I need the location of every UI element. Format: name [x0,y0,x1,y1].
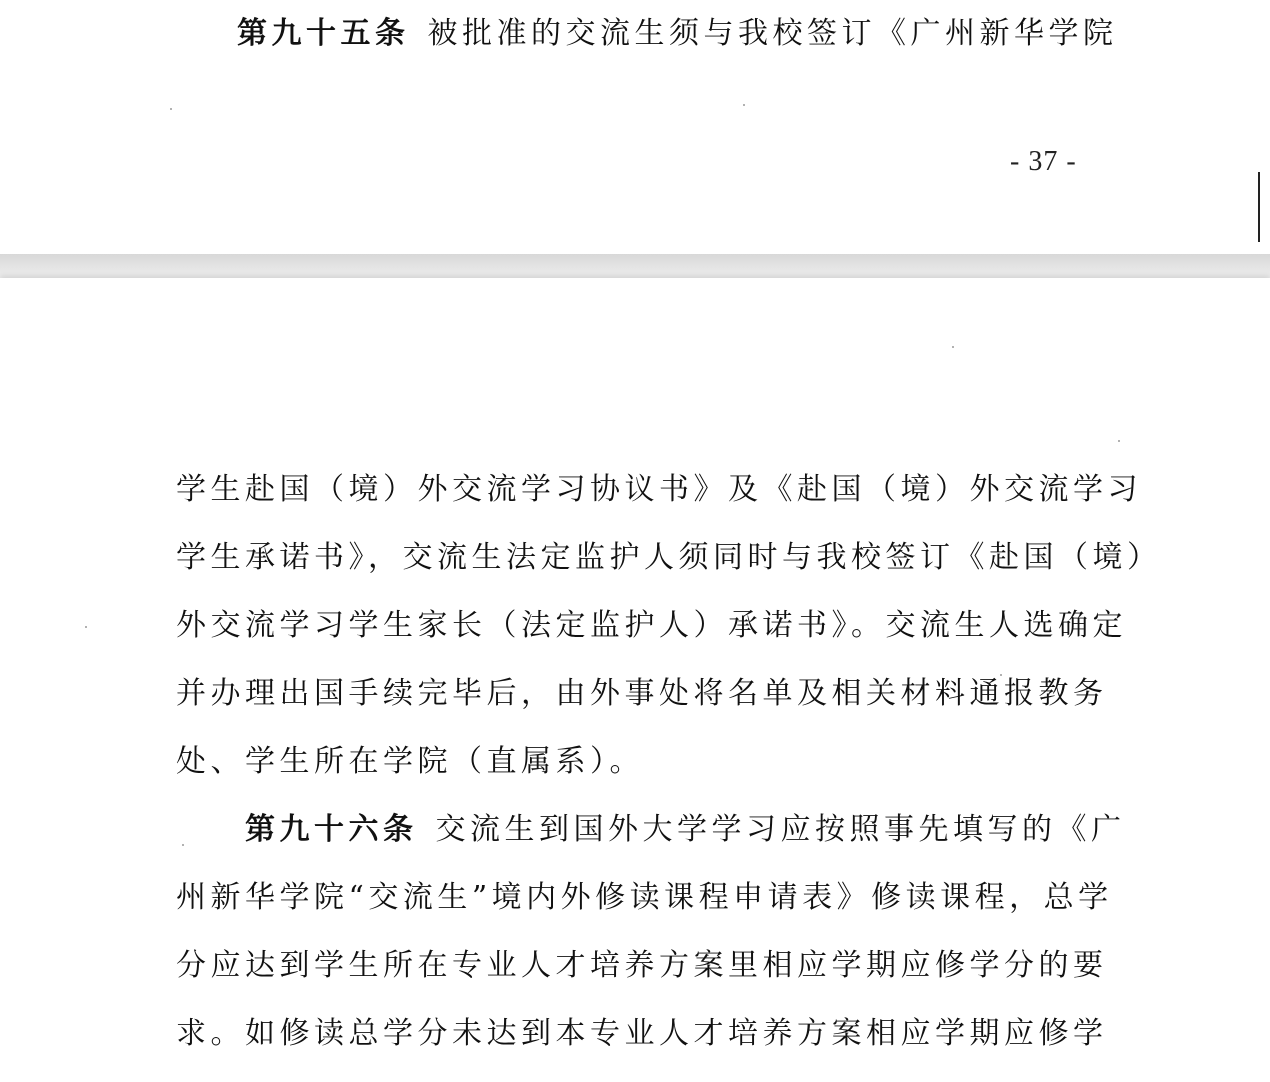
article-95-heading: 第九十五条 [237,16,410,51]
scan-speck [952,346,954,348]
paragraph-line: 求。如修读总学分未达到本专业人才培养方案相应学期应修学 [176,1016,1108,1051]
paragraph-line: 并办理出国手续完毕后，由外事处将名单及相关材料通报教务 [176,676,1108,711]
page-37 [0,0,1270,254]
scan-speck [170,108,172,110]
article-95-text: 被批准的交流生须与我校签订《广州新华学院 [427,16,1118,51]
scan-speck [85,626,87,628]
article-96-text: 交流生到国外大学学习应按照事先填写的《广 [435,812,1126,847]
paragraph-line: 分应达到学生所在专业人才培养方案里相应学期应修学分的要 [176,948,1108,983]
scan-speck [743,104,745,106]
paragraph-line: 州新华学院“交流生”境内外修读课程申请表》修读课程，总学 [176,880,1113,915]
scan-speck [1118,440,1120,442]
paragraph-line: 学生赴国（境）外交流学习协议书》及《赴国（境）外交流学习 [176,472,1142,507]
paragraph-line: 学生承诺书》，交流生法定监护人须同时与我校签订《赴国（境） [176,540,1162,575]
article-96-heading: 第九十六条 [245,812,418,847]
page-38 [0,278,1270,1082]
page-number: - 37 - [1010,146,1077,177]
scan-speck [182,844,184,846]
article-95-paragraph [237,14,1118,54]
paragraph-line: 外交流学习学生家长（法定监护人）承诺书》。交流生人选确定 [176,608,1127,643]
scan-speck [1000,674,1002,676]
paragraph-line: 处、学生所在学院（直属系）。 [176,744,644,779]
page-gap [0,254,1270,278]
page-edge-mark [1258,172,1260,242]
article-96-paragraph [245,810,1126,850]
